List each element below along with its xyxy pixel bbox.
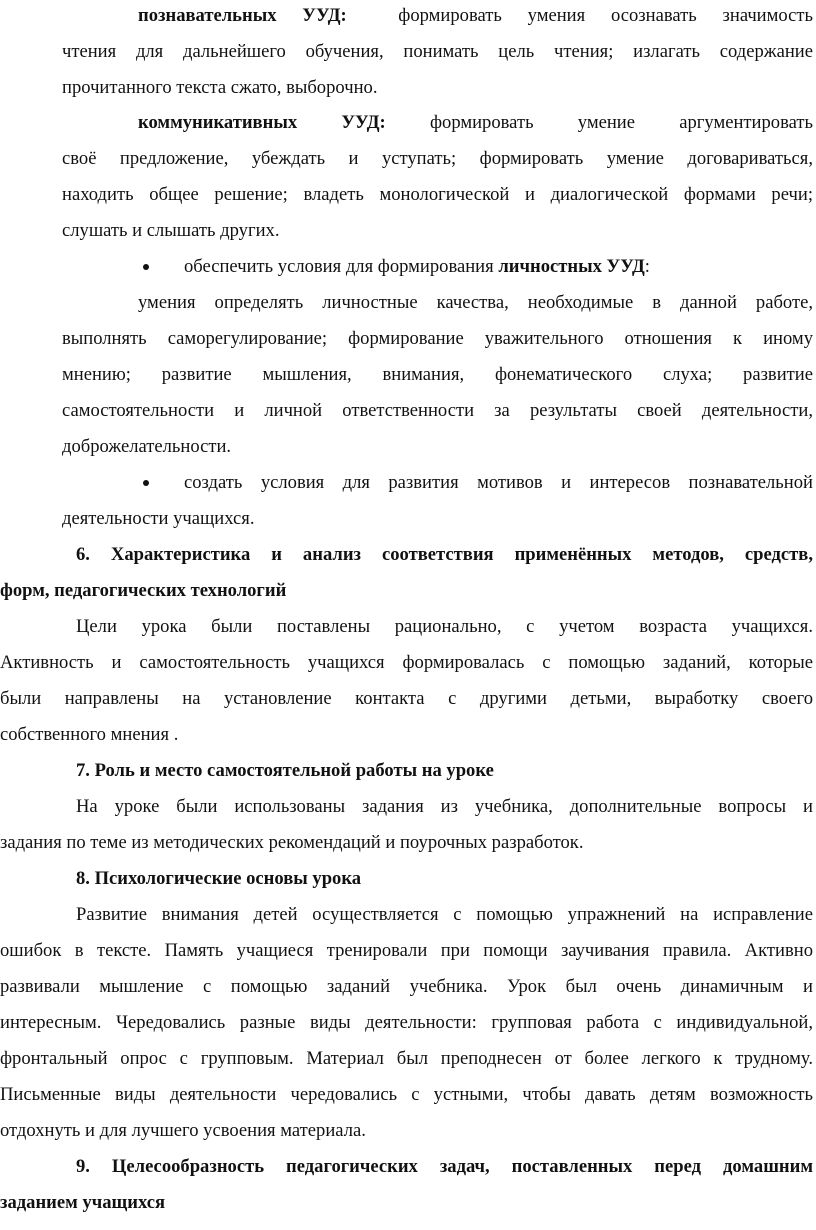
bullet-1-text [184,256,813,278]
p3-line-1: умения определять личностные качества, необходимые в данной работе, [138,292,813,313]
s8-line-1: Развитие внимания детей осуществляется с помощью упражнений на исправление [76,904,813,925]
bullet-2-line-2: деятельности учащихся. [62,508,255,529]
p3-line-5: доброжелательности. [62,436,232,457]
s8-line-5: фронтальный опрос с групповым. Материал был преподнесен от более легкого к трудному. [0,1048,813,1069]
s8-line-4: интересным. Чередовались разные виды деятельности: групповая работа с индивидуальной, [0,1012,813,1033]
p3-line-2: выполнять саморегулирование; формирование уважительного отношения к иному [62,328,813,349]
s7-line-1: На уроке были использованы задания из учебника, дополнительные вопросы и [76,796,813,817]
section-9-heading-line-2: заданием учащихся [0,1192,166,1213]
p1-text: формировать умения осознавать значимость [398,5,814,26]
s6-line-3: были направлены на установление контакта с другими детьми, выработку своего [0,688,813,709]
p3-line-4: самостоятельности и личной ответственности за результаты своей деятельности, [62,400,813,421]
s8-line-6: Письменные виды деятельности чередовались с устными, чтобы давать детям возможность [0,1084,813,1105]
p1-line-2: чтения для дальнейшего обучения, понимать цель чтения; излагать содержание [62,41,813,62]
bullet-2-icon [143,480,149,486]
bullet-1-post: : [644,256,650,277]
p1-line-3: прочитанного текста сжато, выборочно. [62,77,378,98]
s8-line-2: ошибок в тексте. Память учащиеся тренировали при помощи заучивания правила. Активно [0,940,813,961]
section-8-heading: 8. Психологические основы урока [76,868,362,889]
s6-line-4: собственного мнения . [0,724,179,745]
section-9-heading-line-1: 9. Целесообразность педагогических задач, поставленных перед домашним [76,1156,813,1177]
s8-line-7: отдохнуть и для лучшего усвоения материала. [0,1120,366,1141]
p2-line-2: своё предложение, убеждать и уступать; формировать умение договариваться, [62,148,813,169]
p1-line-1 [138,5,813,27]
p2-line-4: слушать и слышать других. [62,220,280,241]
p2-line-3: находить общее решение; владеть монологической и диалогической формами речи; [62,184,813,205]
s8-line-3: развивали мышление с помощью заданий учебника. Урок был очень динамичным и [0,976,813,997]
bullet-2-line-1: создать условия для развития мотивов и интересов познавательной [184,472,813,493]
s6-line-1: Цели урока были поставлены рационально, с учетом возраста учащихся. [76,616,813,637]
s7-line-2: задания по теме из методических рекомендаций и поурочных разработок. [0,832,584,853]
p2-text: формировать умение аргументировать [429,112,813,133]
s6-line-2: Активность и самостоятельность учащихся формировалась с помощью заданий, которые [0,652,813,673]
section-6-heading-line-1: 6. Характеристика и анализ соответствия применённых методов, средств, [76,544,813,565]
bullet-1-pre: обеспечить условия для формирования [184,256,499,277]
section-7-heading: 7. Роль и место самостоятельной работы на уроке [76,760,494,781]
p3-line-3: мнению; развитие мышления, внимания, фонематического слуха; развитие [62,364,813,385]
bullet-1-icon [143,264,149,270]
p2-label: коммуникативных УУД: [138,112,386,133]
bullet-1-bold: личностных УУД [498,256,645,277]
p1-label: познавательных УУД: [138,5,347,26]
p2-line-1 [138,112,813,134]
section-6-heading-line-2: форм, педагогических технологий [0,580,287,601]
